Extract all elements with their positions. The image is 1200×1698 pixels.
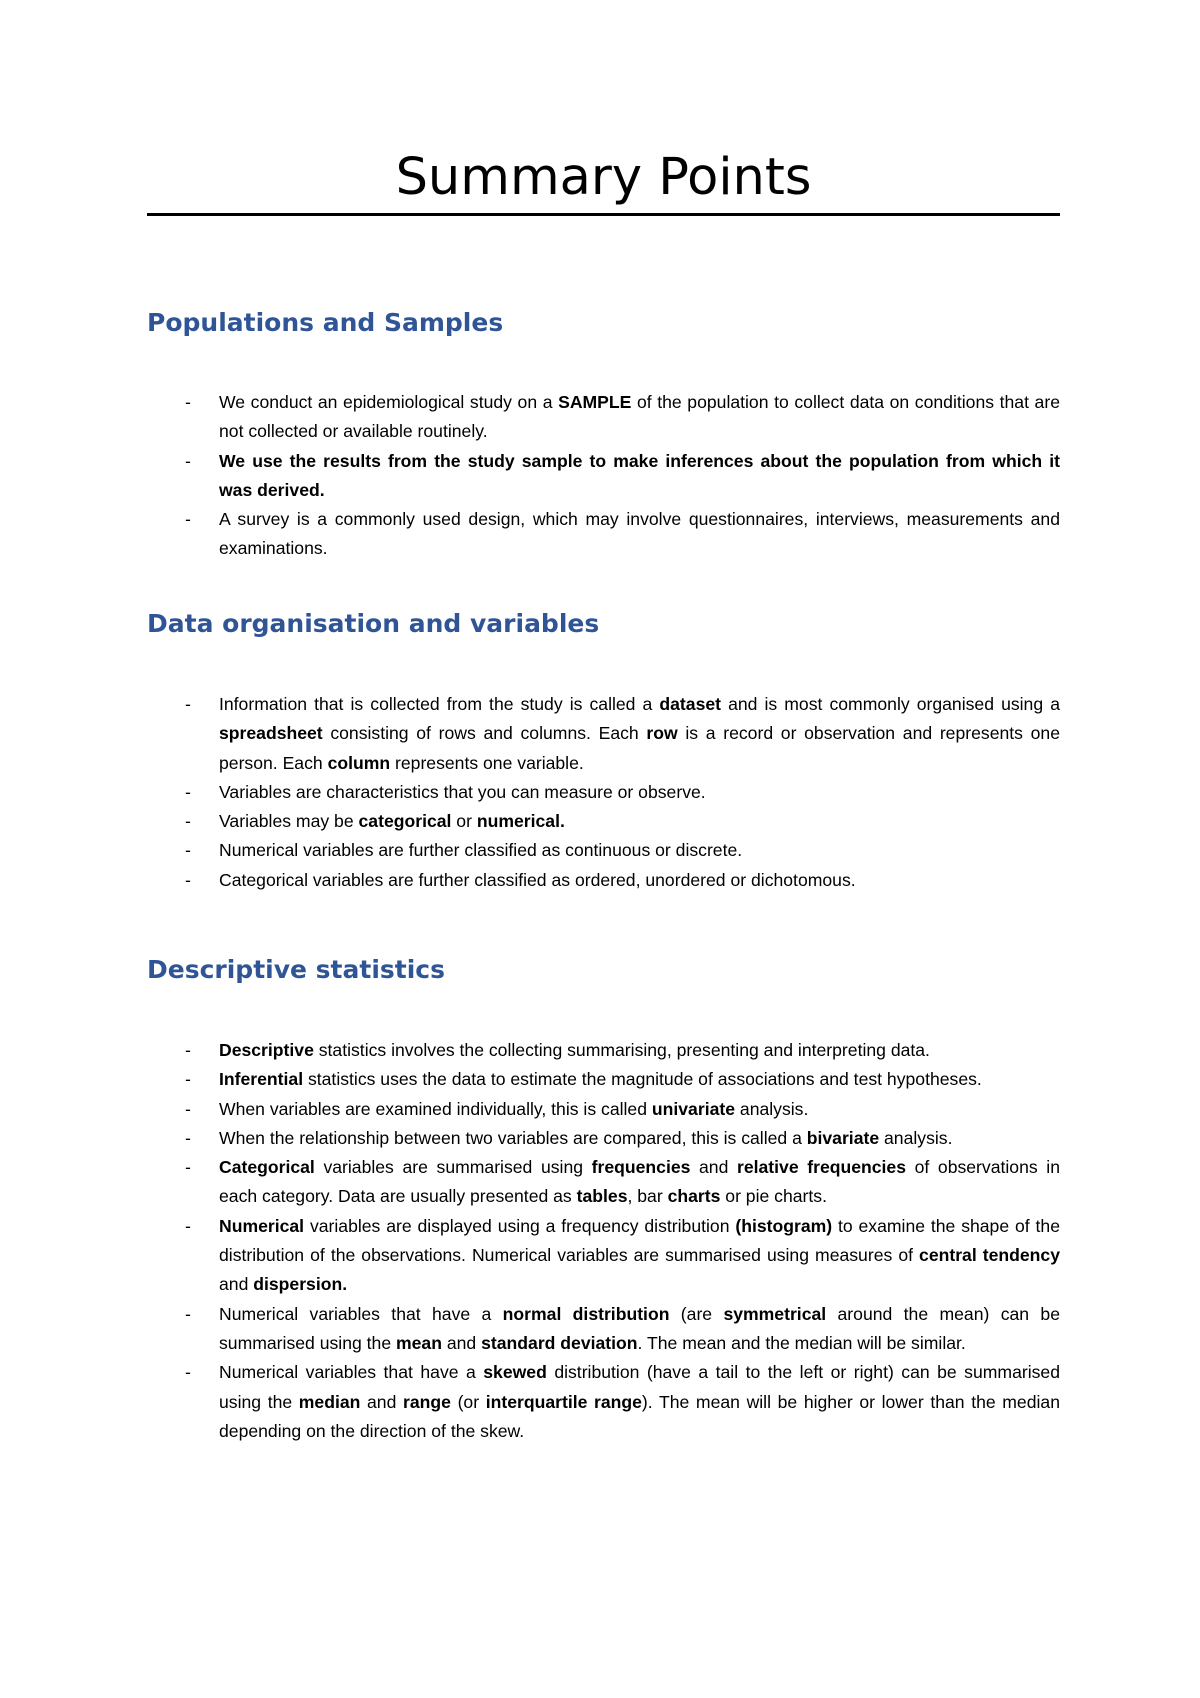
list-item: [147, 1124, 1060, 1153]
text-run: ). The mean will be higher or lower than the median depending on the direction of the skew.: [219, 1391, 1060, 1441]
bold-text-run: spreadsheet: [219, 723, 323, 744]
text-run: variables are displayed using a frequency distribution: [304, 1215, 736, 1236]
section-heading-populations: Populations and Samples: [147, 308, 504, 337]
bold-text-run: Descriptive: [219, 1040, 314, 1060]
bullet-marker: -: [185, 811, 191, 832]
bullet-marker: -: [185, 840, 191, 861]
bullet-marker: -: [185, 1040, 191, 1060]
text-run: or pie charts.: [720, 1186, 827, 1207]
text-run: , bar: [627, 1186, 668, 1207]
bold-text-run: relative frequencies: [737, 1157, 906, 1178]
text-run: Variables are characteristics that you can measure or observe.: [219, 781, 706, 802]
list-item: [147, 1036, 1060, 1065]
text-run: Categorical variables are further classified as ordered, unordered or dichotomous.: [219, 869, 856, 890]
text-run: is a record or observation and represents one person. Each: [219, 723, 1060, 773]
text-run: statistics involves the collecting summarising, presenting and interpreting data.: [313, 1040, 930, 1060]
list-item: [147, 388, 1060, 447]
bullet-marker: -: [185, 1362, 191, 1383]
list-item: [147, 836, 1060, 865]
title-underline: [147, 213, 1060, 216]
text-run: to examine the shape of the distribution of the observations. Numerical variables are summarised using measures of: [219, 1215, 1060, 1266]
list-item: [147, 1065, 1060, 1094]
bold-text-run: dataset: [659, 694, 721, 714]
text-run: Variables may be: [219, 811, 359, 832]
bullet-list-descriptive-statistics: [147, 1036, 1060, 1446]
list-item: [147, 778, 1060, 807]
text-run: analysis.: [735, 1098, 809, 1119]
bullet-marker: -: [185, 509, 191, 530]
text-run: Numerical variables that have a: [219, 1303, 503, 1324]
text-run: We conduct an epidemiological study on a: [219, 392, 559, 412]
bold-text-run: mean: [396, 1332, 442, 1353]
bullet-marker: -: [185, 781, 191, 802]
text-run: When the relationship between two variables are compared, this is called a: [219, 1127, 807, 1148]
bold-text-run: interquartile range: [485, 1391, 642, 1412]
text-run: statistics uses the data to estimate the magnitude of associations and test hypotheses.: [303, 1069, 982, 1090]
bullet-marker: -: [185, 1069, 191, 1090]
text-run: When variables are examined individually, this is called: [219, 1098, 652, 1119]
bold-text-run: normal distribution: [502, 1303, 670, 1324]
bold-text-run: dispersion.: [253, 1274, 348, 1295]
section-heading-descriptive-statistics: Descriptive statistics: [147, 955, 445, 984]
text-run: variables are summarised using: [314, 1157, 592, 1178]
text-run: consisting of rows and columns. Each: [322, 723, 647, 744]
text-run: Numerical variables that have a: [219, 1362, 484, 1383]
bold-text-run: skewed: [483, 1362, 547, 1383]
bold-text-run: SAMPLE: [558, 392, 632, 412]
bold-text-run: median: [298, 1391, 361, 1412]
list-item: [147, 690, 1060, 778]
bold-text-run: Numerical: [219, 1215, 305, 1236]
list-item: [147, 505, 1060, 564]
bullet-marker: -: [185, 1127, 191, 1148]
bullet-marker: -: [185, 392, 191, 412]
text-run: of observations in each category. Data are usually presented as: [219, 1157, 1060, 1207]
list-item: [147, 1153, 1060, 1212]
bold-text-run: tables: [576, 1186, 628, 1207]
text-run: Information that is collected from the study is called a: [219, 694, 660, 714]
document-title: Summary Points: [395, 148, 812, 207]
bold-text-run: numerical.: [476, 811, 565, 832]
list-item: [147, 866, 1060, 895]
text-run: and: [690, 1157, 737, 1178]
bullet-marker: -: [185, 694, 191, 714]
bold-text-run: row: [646, 723, 678, 744]
list-item: [147, 1212, 1060, 1300]
text-run: and is most commonly organised using a: [721, 694, 1060, 714]
list-item: [147, 1300, 1060, 1359]
text-run: around the mean) can be summarised using the: [219, 1303, 1060, 1353]
text-run: and: [360, 1391, 404, 1412]
bold-text-run: central tendency: [919, 1245, 1060, 1266]
text-run: distribution (have a tail to the left or right) can be summarised using the: [219, 1362, 1060, 1412]
bold-text-run: Categorical: [219, 1157, 315, 1178]
bold-text-run: symmetrical: [723, 1303, 827, 1324]
bold-text-run: (histogram): [735, 1215, 833, 1236]
text-run: represents one variable.: [390, 752, 584, 773]
list-item: [147, 1095, 1060, 1124]
text-run: or: [451, 811, 477, 832]
text-run: of the population to collect data on conditions that are not collected or available routinely.: [219, 392, 1060, 442]
bullet-marker: -: [185, 1303, 191, 1324]
text-run: A survey is a commonly used design, which may involve questionnaires, interviews, measurements and examinations.: [219, 509, 1060, 559]
bold-text-run: charts: [667, 1186, 721, 1207]
section-heading-data-organisation: Data organisation and variables: [147, 609, 600, 638]
text-run: (or: [450, 1391, 486, 1412]
text-run: Numerical variables are further classified as continuous or discrete.: [219, 840, 743, 861]
bullet-marker: -: [185, 869, 191, 890]
text-run: analysis.: [879, 1127, 953, 1148]
bold-text-run: range: [403, 1391, 451, 1412]
bullet-marker: -: [185, 1098, 191, 1119]
bullet-list-data-organisation: [147, 690, 1060, 895]
text-run: and: [441, 1332, 482, 1353]
text-run: . The mean and the median will be similar.: [637, 1332, 966, 1353]
list-item: [147, 1358, 1060, 1446]
bullet-marker: -: [185, 1157, 191, 1178]
bullet-marker: -: [185, 1215, 191, 1236]
bullet-list-populations: [147, 388, 1060, 564]
list-item: [147, 447, 1060, 506]
bold-text-run: We use the results from the study sample to make inferences about the population from which it was derived.: [219, 450, 1060, 500]
bold-text-run: standard deviation: [481, 1332, 638, 1353]
bold-text-run: bivariate: [806, 1127, 880, 1148]
list-item: [147, 807, 1060, 836]
bold-text-run: univariate: [651, 1098, 736, 1119]
bold-text-run: categorical: [358, 811, 452, 832]
text-run: and: [219, 1274, 254, 1295]
bold-text-run: Inferential: [219, 1069, 304, 1090]
bullet-marker: -: [185, 450, 191, 471]
text-run: (are: [669, 1303, 724, 1324]
bold-text-run: frequencies: [591, 1157, 691, 1178]
bold-text-run: column: [327, 752, 391, 773]
